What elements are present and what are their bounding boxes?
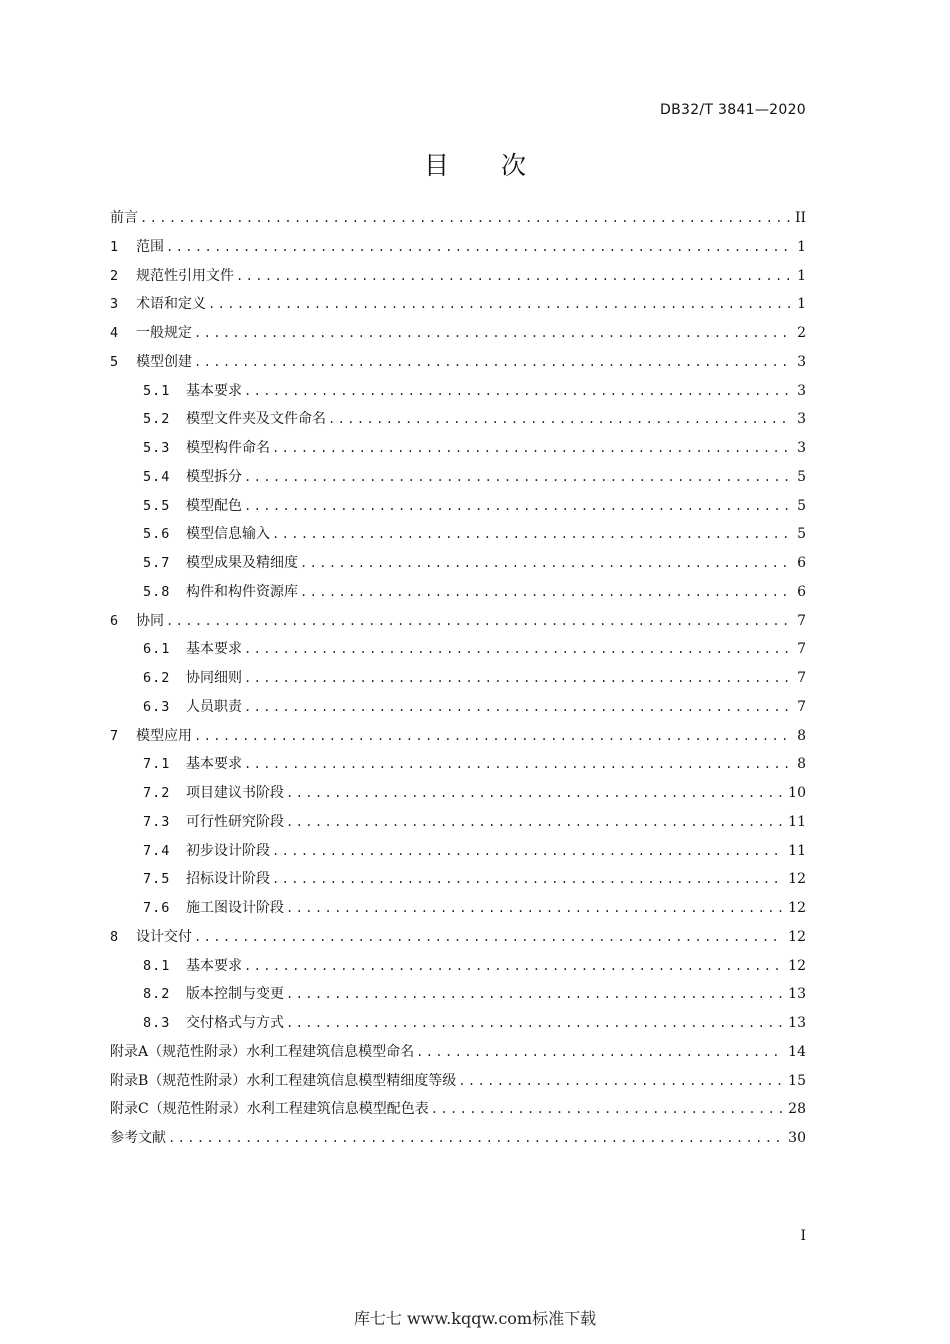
toc-dot-leader [300, 578, 792, 607]
toc-entry-page: 5 [797, 526, 806, 543]
toc-entry-page: 11 [788, 842, 806, 859]
toc-entry[interactable] [110, 405, 806, 434]
toc-entry-label: 基本要求 [186, 382, 242, 399]
toc-entry-label: 项目建议书阶段 [186, 785, 284, 801]
toc-entry-page: 3 [797, 353, 806, 370]
toc-entry[interactable] [110, 1038, 806, 1067]
toc-entry-page: 6 [797, 555, 806, 571]
toc-dot-leader [208, 290, 792, 319]
toc-entry-label: 交付格式与方式 [186, 1015, 284, 1031]
toc-entry[interactable] [110, 837, 806, 866]
toc-entry-page: 5 [797, 468, 806, 485]
toc-entry[interactable] [110, 319, 806, 348]
toc-entry[interactable] [110, 750, 806, 779]
toc-entry-label: 附录A（规范性附录）水利工程建筑信息模型命名 [110, 1043, 415, 1060]
toc-dot-leader [244, 492, 792, 521]
toc-entry-label: 模型文件夹及文件命名 [186, 411, 326, 428]
toc-entry-number: 7.4 [143, 842, 171, 859]
toc-entry[interactable] [110, 722, 806, 751]
toc-entry-page: 1 [797, 267, 806, 284]
toc-entry[interactable] [110, 578, 806, 607]
toc-entry-page: 3 [797, 411, 806, 428]
toc-entry-page: 12 [788, 928, 806, 945]
toc-entry-number: 5.2 [143, 411, 171, 428]
toc-entry[interactable] [110, 1067, 806, 1096]
table-of-contents [110, 204, 806, 1153]
toc-entry[interactable] [110, 233, 806, 262]
title-char-2: 次 [501, 151, 527, 180]
toc-entry-number: 5.8 [143, 583, 171, 600]
toc-dot-leader [166, 233, 792, 262]
toc-dot-leader [272, 865, 784, 894]
toc-entry[interactable] [110, 923, 806, 952]
toc-entry[interactable] [110, 779, 806, 808]
toc-entry-number: 5 [110, 353, 119, 370]
toc-entry-label: 术语和定义 [136, 296, 206, 313]
toc-entry-number: 7 [110, 727, 119, 744]
toc-dot-leader [194, 722, 792, 751]
toc-entry-label: 模型信息输入 [186, 526, 270, 543]
toc-entry-label: 协同细则 [186, 670, 242, 686]
toc-entry-label: 一般规定 [136, 325, 192, 341]
toc-dot-leader [458, 1067, 784, 1096]
toc-entry[interactable] [110, 549, 806, 578]
toc-entry-label: 协同 [136, 612, 164, 629]
toc-entry-page: 7 [797, 670, 806, 686]
toc-dot-leader [244, 635, 792, 664]
toc-dot-leader [236, 262, 792, 291]
toc-entry[interactable] [110, 434, 806, 463]
toc-entry-label: 规范性引用文件 [136, 267, 234, 284]
toc-entry[interactable] [110, 348, 806, 377]
toc-dot-leader [244, 750, 792, 779]
toc-entry-number: 3 [110, 296, 119, 313]
toc-entry-page: 3 [797, 382, 806, 399]
toc-dot-leader [244, 664, 792, 693]
toc-entry-number: 5.1 [143, 382, 171, 399]
toc-entry-page: 28 [788, 1101, 806, 1118]
toc-entry[interactable] [110, 607, 806, 636]
toc-entry-number: 5.4 [143, 468, 171, 485]
toc-entry-number: 8.2 [143, 986, 171, 1003]
toc-entry[interactable] [110, 635, 806, 664]
toc-entry-label: 模型构件命名 [186, 440, 270, 456]
toc-entry-label: 范围 [136, 238, 164, 255]
toc-entry-number: 7.1 [143, 756, 171, 773]
toc-entry[interactable] [110, 808, 806, 837]
toc-entry-page: 1 [797, 296, 806, 313]
toc-entry-page: 30 [788, 1130, 806, 1146]
footer-watermark: 库七七 www.kqqw.com标准下载 [353, 1309, 597, 1328]
toc-entry-label: 设计交付 [136, 928, 192, 945]
toc-dot-leader [286, 894, 784, 923]
toc-entry-page: 12 [788, 957, 806, 974]
toc-entry-label: 附录B（规范性附录）水利工程建筑信息模型精细度等级 [110, 1072, 457, 1089]
toc-entry-number: 5.3 [143, 440, 171, 456]
toc-entry[interactable] [110, 492, 806, 521]
toc-entry-number: 6 [110, 612, 119, 629]
toc-entry-number: 8.1 [143, 957, 171, 974]
toc-entry-label: 版本控制与变更 [186, 986, 284, 1003]
toc-entry-page: 7 [797, 612, 806, 629]
toc-dot-leader [140, 204, 791, 233]
toc-dot-leader [286, 1009, 784, 1038]
page-title [0, 146, 950, 182]
toc-dot-leader [300, 549, 792, 578]
toc-entry-label: 施工图设计阶段 [186, 900, 284, 916]
toc-entry-number: 5.7 [143, 555, 171, 571]
page-number: I [800, 1228, 806, 1244]
toc-entry-label: 基本要求 [186, 957, 242, 974]
toc-dot-leader [168, 1124, 784, 1153]
toc-dot-leader [328, 405, 792, 434]
toc-dot-leader [244, 693, 792, 722]
toc-entry-page: 15 [788, 1072, 806, 1089]
toc-dot-leader [166, 607, 792, 636]
toc-entry-number: 2 [110, 267, 119, 284]
toc-entry[interactable] [110, 262, 806, 291]
toc-entry-label: 模型配色 [186, 497, 242, 514]
toc-dot-leader [272, 434, 792, 463]
toc-entry-page: 14 [788, 1043, 806, 1060]
toc-entry-page: 7 [797, 698, 806, 715]
toc-entry-number: 6.3 [143, 698, 171, 715]
toc-entry[interactable] [110, 1124, 806, 1153]
toc-entry-page: 10 [788, 785, 806, 801]
toc-entry-number: 6.2 [143, 670, 171, 686]
toc-entry-label: 模型应用 [136, 727, 192, 744]
toc-entry-label: 附录C（规范性附录）水利工程建筑信息模型配色表 [110, 1101, 429, 1118]
toc-entry-number: 8 [110, 928, 119, 945]
toc-entry-page: 13 [788, 986, 806, 1003]
toc-entry-page: 8 [797, 727, 806, 744]
toc-entry-label: 前言 [110, 210, 138, 226]
toc-entry[interactable] [110, 463, 806, 492]
toc-entry-label: 可行性研究阶段 [186, 813, 284, 830]
toc-entry-label: 模型创建 [136, 353, 192, 370]
toc-entry[interactable] [110, 290, 806, 319]
toc-entry-page: 11 [788, 813, 806, 830]
toc-dot-leader [286, 779, 784, 808]
toc-entry-number: 4 [110, 325, 119, 341]
toc-dot-leader [286, 980, 784, 1009]
toc-entry[interactable] [110, 693, 806, 722]
toc-entry[interactable] [110, 894, 806, 923]
toc-dot-leader [194, 319, 792, 348]
toc-entry-page: 3 [797, 440, 806, 456]
toc-entry-label: 人员职责 [186, 698, 242, 715]
toc-entry-label: 招标设计阶段 [186, 871, 270, 888]
toc-entry-label: 初步设计阶段 [186, 842, 270, 859]
toc-entry-page: 7 [797, 641, 806, 658]
toc-dot-leader [431, 1095, 784, 1124]
toc-entry-label: 参考文献 [110, 1130, 166, 1146]
toc-entry[interactable] [110, 204, 806, 233]
toc-dot-leader [244, 377, 792, 406]
toc-entry-page: 2 [797, 325, 806, 341]
toc-entry-number: 8.3 [143, 1015, 171, 1031]
toc-entry-page: 12 [788, 900, 806, 916]
toc-entry-label: 构件和构件资源库 [186, 583, 298, 600]
toc-entry[interactable] [110, 1095, 806, 1124]
document-code: DB32/T 3841—2020 [660, 102, 806, 118]
toc-entry-number: 6.1 [143, 641, 171, 658]
toc-entry-page: 6 [797, 583, 806, 600]
toc-entry-page: II [794, 210, 806, 226]
toc-entry-label: 模型成果及精细度 [186, 555, 298, 571]
toc-dot-leader [244, 463, 792, 492]
toc-entry-page: 13 [788, 1015, 806, 1031]
toc-dot-leader [244, 952, 784, 981]
toc-entry-label: 模型拆分 [186, 468, 242, 485]
toc-entry[interactable] [110, 865, 806, 894]
toc-dot-leader [272, 837, 784, 866]
toc-entry-number: 1 [110, 238, 119, 255]
toc-entry-page: 1 [797, 238, 806, 255]
toc-entry-number: 5.5 [143, 497, 171, 514]
toc-entry-page: 8 [797, 756, 806, 773]
toc-entry-number: 7.2 [143, 785, 171, 801]
toc-entry[interactable] [110, 1009, 806, 1038]
toc-entry[interactable] [110, 664, 806, 693]
toc-entry-page: 5 [797, 497, 806, 514]
toc-dot-leader [194, 348, 792, 377]
toc-entry[interactable] [110, 520, 806, 549]
toc-entry-page: 12 [788, 871, 806, 888]
toc-dot-leader [416, 1038, 784, 1067]
toc-entry[interactable] [110, 377, 806, 406]
title-char-1: 目 [423, 151, 449, 180]
toc-entry-number: 7.5 [143, 871, 171, 888]
toc-entry-label: 基本要求 [186, 641, 242, 658]
toc-dot-leader [286, 808, 784, 837]
toc-entry-label: 基本要求 [186, 756, 242, 773]
toc-entry[interactable] [110, 952, 806, 981]
toc-entry-number: 7.6 [143, 900, 171, 916]
toc-dot-leader [194, 923, 784, 952]
toc-dot-leader [272, 520, 792, 549]
toc-entry-number: 5.6 [143, 526, 171, 543]
toc-entry[interactable] [110, 980, 806, 1009]
toc-entry-number: 7.3 [143, 813, 171, 830]
